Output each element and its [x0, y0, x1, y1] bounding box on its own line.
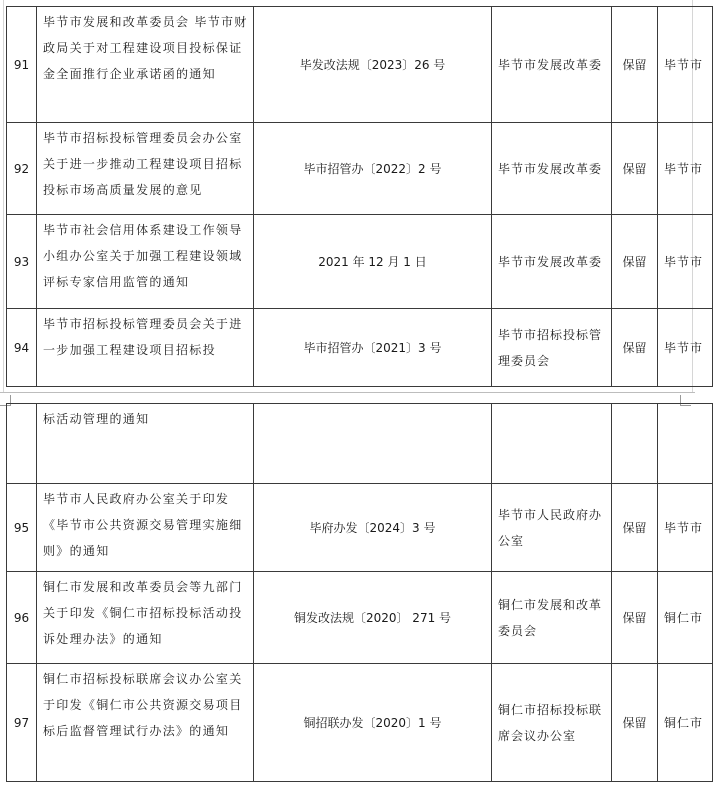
- document-number: 铜招联办发〔2020〕1 号: [254, 664, 492, 782]
- row-number: [7, 404, 37, 484]
- status-cell: [612, 404, 658, 484]
- document-number: 毕府办发〔2024〕3 号: [254, 484, 492, 572]
- table-row: [7, 484, 713, 572]
- region-cell: [658, 404, 713, 484]
- row-number: 93: [7, 215, 37, 309]
- row-number: 94: [7, 309, 37, 387]
- document-title-text: 毕节市人民政府办公室关于印发《毕节市公共资源交易管理实施细则》的通知: [43, 492, 243, 558]
- status-cell: 保留: [612, 664, 658, 782]
- row-number: 97: [7, 664, 37, 782]
- document-title-text: 毕节市社会信用体系建设工作领导小组办公室关于加强工程建设领域评标专家信用监管的通知: [43, 223, 243, 289]
- document-title-text: 标活动管理的通知: [43, 412, 150, 426]
- status-cell: 保留: [612, 123, 658, 215]
- document-title: [37, 404, 254, 484]
- document-title: [37, 309, 254, 387]
- document-title: [37, 484, 254, 572]
- region-cell: 毕节市: [658, 7, 713, 123]
- document-number: 毕市招管办〔2022〕2 号: [254, 123, 492, 215]
- table-row-continued: [7, 404, 713, 484]
- issuing-agency: 毕节市人民政府办公室: [492, 484, 612, 572]
- region-cell: 铜仁市: [658, 572, 713, 664]
- document-number: 铜发改法规〔2020〕 271 号: [254, 572, 492, 664]
- issuing-agency: 毕节市发展改革委: [492, 215, 612, 309]
- issuing-agency: 毕节市招标投标管理委员会: [492, 309, 612, 387]
- regulation-table-upper: [6, 6, 713, 387]
- row-number: 92: [7, 123, 37, 215]
- issuing-agency: 毕节市发展改革委: [492, 123, 612, 215]
- status-cell: 保留: [612, 7, 658, 123]
- page-upper: [0, 0, 704, 392]
- document-title-text: 铜仁市招标投标联席会议办公室关于印发《铜仁市公共资源交易项目标后监督管理试行办法》的通知: [43, 672, 243, 738]
- regulation-table-lower: [6, 403, 713, 782]
- document-title: [37, 664, 254, 782]
- region-cell: 毕节市: [658, 484, 713, 572]
- table-row: [7, 215, 713, 309]
- document-title: [37, 7, 254, 123]
- document-number: 毕市招管办〔2021〕3 号: [254, 309, 492, 387]
- row-number: 96: [7, 572, 37, 664]
- row-number: 95: [7, 484, 37, 572]
- status-cell: 保留: [612, 484, 658, 572]
- issuing-agency: [492, 404, 612, 484]
- issuing-agency: 毕节市发展改革委: [492, 7, 612, 123]
- region-cell: 毕节市: [658, 309, 713, 387]
- table-row: [7, 123, 713, 215]
- table-row: [7, 309, 713, 387]
- table-row: [7, 7, 713, 123]
- status-cell: 保留: [612, 572, 658, 664]
- status-cell: 保留: [612, 215, 658, 309]
- document-title-text: 毕节市发展和改革委员会 毕节市财政局关于对工程建设项目投标保证金全面推行企业承诺函的通知: [43, 15, 248, 81]
- table-row: [7, 572, 713, 664]
- document-title: [37, 572, 254, 664]
- document-title: [37, 123, 254, 215]
- document-title-text: 毕节市招标投标管理委员会关于进一步加强工程建设项目招标投: [43, 317, 243, 357]
- document-title-text: 毕节市招标投标管理委员会办公室关于进一步推动工程建设项目招标投标市场高质量发展的意见: [43, 131, 243, 197]
- region-cell: 铜仁市: [658, 664, 713, 782]
- page-edge-left: [3, 0, 4, 392]
- document-title-text: 铜仁市发展和改革委员会等九部门关于印发《铜仁市招标投标活动投诉处理办法》的通知: [43, 580, 243, 646]
- document-number: [254, 404, 492, 484]
- status-cell: 保留: [612, 309, 658, 387]
- issuing-agency: 铜仁市发展和改革委员会: [492, 572, 612, 664]
- region-cell: 毕节市: [658, 215, 713, 309]
- document-number: 2021 年 12 月 1 日: [254, 215, 492, 309]
- table-row: [7, 664, 713, 782]
- document-number: 毕发改法规〔2023〕26 号: [254, 7, 492, 123]
- row-number: 91: [7, 7, 37, 123]
- issuing-agency: 铜仁市招标投标联席会议办公室: [492, 664, 612, 782]
- document-title: [37, 215, 254, 309]
- page-lower: [0, 392, 704, 786]
- region-cell: 毕节市: [658, 123, 713, 215]
